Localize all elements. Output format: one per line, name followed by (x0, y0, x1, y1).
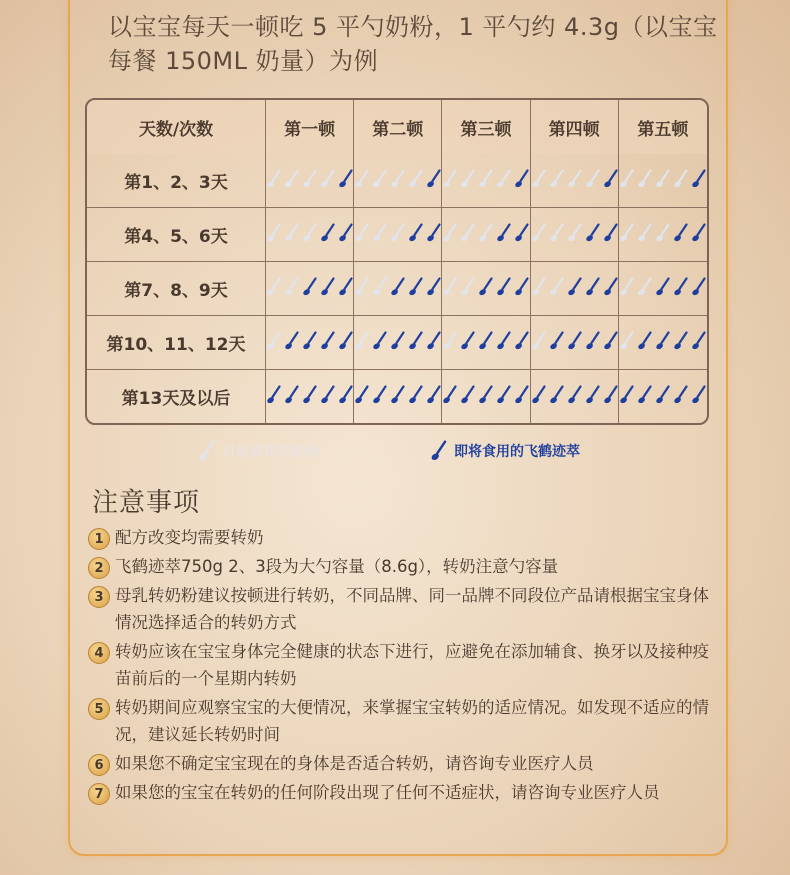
spoon-icon-old-formula (673, 169, 689, 189)
spoon-icon-old-formula (302, 169, 318, 189)
spoon-icon-new-formula (585, 277, 601, 297)
note-item (88, 752, 718, 777)
note-text: 配方改变均需要转奶 (115, 528, 264, 547)
spoon-icon-old-formula (531, 169, 547, 189)
intro-text: 以宝宝每天一顿吃 5 平勺奶粉，1 平勺约 4.3g（以宝宝每餐 150ML 奶量）为例 (108, 13, 718, 75)
note-number-badge: 5 (88, 698, 110, 720)
spoon-icon-new-formula (514, 331, 530, 351)
spoon-icon-new-formula (619, 385, 635, 405)
row-day-label: 第4、5、6天 (87, 208, 266, 262)
spoon-icon-new-formula (390, 331, 406, 351)
header-meal-3: 第三顿 (442, 100, 530, 154)
scoop-group (619, 169, 707, 189)
spoon-icon-old-formula (585, 169, 601, 189)
note-text: 飞鹤迹萃750g 2、3段为大勺容量（8.6g），转奶注意勺容量 (115, 557, 559, 576)
scoop-group (354, 277, 442, 297)
spoon-icon-new-formula (460, 385, 476, 405)
spoon-icon-new-formula (655, 331, 671, 351)
spoon-icon-old-formula (567, 169, 583, 189)
header-meal-4: 第四顿 (531, 100, 619, 154)
spoon-icon-old-formula (354, 223, 370, 243)
spoon-icon-new-formula (354, 385, 370, 405)
spoon-icon-new-formula (673, 331, 689, 351)
spoon-icon-old-formula (655, 223, 671, 243)
meal-scoop-cell (442, 208, 530, 262)
scoop-group (266, 331, 354, 351)
row-day-label: 第13天及以后 (87, 370, 266, 423)
spoon-icon-new-formula (302, 277, 318, 297)
note-number-badge: 2 (88, 557, 110, 579)
notes-list (88, 526, 718, 810)
spoon-icon-new-formula (266, 385, 282, 405)
spoon-icon-new-formula (549, 385, 565, 405)
scoop-group (266, 223, 354, 243)
spoon-icon-new-formula (320, 277, 336, 297)
spoon-icon-new-formula (567, 331, 583, 351)
spoon-icon-old-formula (372, 169, 388, 189)
table-row (87, 208, 707, 262)
note-text: 如果您不确定宝宝现在的身体是否适合转奶，请咨询专业医疗人员 (115, 754, 594, 773)
spoon-icon-old-formula (619, 169, 635, 189)
meal-scoop-cell (531, 370, 619, 423)
spoon-icon-old-formula (549, 277, 565, 297)
spoon-icon-old-formula (637, 277, 653, 297)
meal-scoop-cell (442, 316, 530, 370)
spoon-icon-old-formula (531, 331, 547, 351)
scoop-group (266, 385, 354, 405)
meal-scoop-cell (619, 316, 707, 370)
scoop-group (531, 223, 619, 243)
scoop-group (442, 169, 530, 189)
spoon-icon-old-formula (266, 169, 282, 189)
spoon-icon-new-formula (691, 331, 707, 351)
spoon-icon-new-formula (673, 223, 689, 243)
scoop-group (619, 331, 707, 351)
note-number-badge: 4 (88, 642, 110, 664)
spoon-icon-old-formula (442, 277, 458, 297)
spoon-icon-new-formula (514, 169, 530, 189)
spoon-icon-new-formula (603, 385, 619, 405)
spoon-icon-new-formula (460, 331, 476, 351)
spoon-icon-new-formula (585, 331, 601, 351)
spoon-icon-new-formula (496, 385, 512, 405)
spoon-icon-new-formula (390, 385, 406, 405)
note-number-badge: 3 (88, 586, 110, 608)
spoon-icon-new-formula (691, 385, 707, 405)
scoop-group (531, 277, 619, 297)
spoon-icon-new-formula (426, 277, 442, 297)
legend-old-label: 目前食用的奶粉 (222, 444, 320, 460)
spoon-icon-new-formula (372, 385, 388, 405)
spoon-icon-old-formula (460, 223, 476, 243)
note-item (88, 640, 718, 692)
spoon-icon-old-formula (442, 223, 458, 243)
spoon-icon-new-formula (567, 277, 583, 297)
table-row (87, 370, 707, 423)
spoon-icon-new-formula (320, 223, 336, 243)
meal-scoop-cell (354, 208, 442, 262)
note-item (88, 584, 718, 636)
spoon-icon-new-formula (408, 277, 424, 297)
scoop-group (354, 169, 442, 189)
scoop-group (354, 331, 442, 351)
spoon-icon-new-formula (320, 331, 336, 351)
spoon-icon-new-formula (390, 277, 406, 297)
spoon-icon-old-formula (284, 277, 300, 297)
note-item (88, 696, 718, 748)
spoon-icon-new-formula (478, 331, 494, 351)
spoon-icon-old-formula (549, 223, 565, 243)
meal-scoop-cell (266, 262, 354, 316)
note-text: 转奶应该在宝宝身体完全健康的状态下进行，应避免在添加辅食、换牙以及接种疫苗前后的一个星期内转奶 (115, 642, 709, 688)
spoon-icon-old-formula (408, 169, 424, 189)
spoon-icon-old-formula (372, 223, 388, 243)
spoon-icon-new-formula (338, 223, 354, 243)
meal-scoop-cell (531, 208, 619, 262)
spoon-icon-old-formula (460, 277, 476, 297)
spoon-icon-old-formula (198, 440, 216, 462)
scoop-group (442, 385, 530, 405)
spoon-icon-old-formula (320, 169, 336, 189)
spoon-icon-new-formula (514, 385, 530, 405)
spoon-icon-new-formula (442, 385, 458, 405)
spoon-icon-new-formula (302, 385, 318, 405)
spoon-icon-new-formula (673, 385, 689, 405)
meal-scoop-cell (619, 370, 707, 423)
note-number-badge: 6 (88, 754, 110, 776)
spoon-icon-new-formula (338, 169, 354, 189)
spoon-icon-new-formula (655, 277, 671, 297)
spoon-icon-new-formula (514, 223, 530, 243)
note-text: 母乳转奶粉建议按顿进行转奶，不同品牌、同一品牌不同段位产品请根据宝宝身体情况选择适合的转奶方式 (115, 586, 709, 632)
meal-scoop-cell (619, 154, 707, 208)
meal-scoop-cell (531, 154, 619, 208)
meal-scoop-cell (354, 370, 442, 423)
header-days-meals: 天数/次数 (87, 100, 266, 154)
spoon-icon-new-formula (430, 440, 448, 462)
header-meal-2: 第二顿 (354, 100, 442, 154)
spoon-icon-old-formula (284, 223, 300, 243)
spoon-icon-old-formula (390, 223, 406, 243)
meal-scoop-cell (531, 262, 619, 316)
spoon-icon-new-formula (408, 385, 424, 405)
spoon-icon-old-formula (442, 169, 458, 189)
meal-scoop-cell (354, 154, 442, 208)
spoon-icon-new-formula (478, 385, 494, 405)
spoon-icon-old-formula (531, 277, 547, 297)
row-day-label: 第1、2、3天 (87, 154, 266, 208)
header-meal-5: 第五顿 (619, 100, 707, 154)
scoop-group (619, 223, 707, 243)
meal-scoop-cell (531, 316, 619, 370)
spoon-icon-old-formula (637, 223, 653, 243)
spoon-icon-new-formula (585, 223, 601, 243)
notes-title: 注意事项 (92, 488, 201, 518)
meal-scoop-cell (442, 154, 530, 208)
spoon-icon-old-formula (619, 331, 635, 351)
meal-scoop-cell (354, 316, 442, 370)
spoon-icon-new-formula (408, 223, 424, 243)
spoon-icon-new-formula (478, 277, 494, 297)
scoop-group (266, 169, 354, 189)
spoon-icon-new-formula (496, 331, 512, 351)
meal-scoop-cell (266, 208, 354, 262)
meal-scoop-cell (442, 262, 530, 316)
scoop-group (442, 331, 530, 351)
spoon-icon-new-formula (338, 331, 354, 351)
legend-new-label: 即将食用的飞鹤迹萃 (454, 444, 580, 460)
note-item (88, 555, 718, 580)
spoon-icon-old-formula (460, 169, 476, 189)
spoon-icon-old-formula (637, 169, 653, 189)
spoon-icon-old-formula (302, 223, 318, 243)
header-meal-1: 第一顿 (266, 100, 354, 154)
scoop-group (442, 223, 530, 243)
spoon-icon-old-formula (266, 277, 282, 297)
spoon-icon-new-formula (284, 331, 300, 351)
spoon-icon-old-formula (655, 169, 671, 189)
note-text: 如果您的宝宝在转奶的任何阶段出现了任何不适症状，请咨询专业医疗人员 (115, 783, 660, 802)
meal-scoop-cell (266, 316, 354, 370)
spoon-icon-new-formula (320, 385, 336, 405)
scoop-group (619, 277, 707, 297)
spoon-icon-old-formula (531, 223, 547, 243)
table-row (87, 154, 707, 208)
spoon-icon-new-formula (655, 385, 671, 405)
spoon-icon-old-formula (266, 223, 282, 243)
meal-scoop-cell (619, 208, 707, 262)
spoon-icon-new-formula (637, 331, 653, 351)
spoon-icon-new-formula (302, 331, 318, 351)
scoop-group (531, 385, 619, 405)
spoon-icon-old-formula (442, 331, 458, 351)
spoon-icon-new-formula (338, 385, 354, 405)
spoon-icon-new-formula (691, 277, 707, 297)
spoon-icon-old-formula (619, 277, 635, 297)
table-row (87, 262, 707, 316)
spoon-icon-new-formula (637, 385, 653, 405)
spoon-icon-new-formula (673, 277, 689, 297)
row-day-label: 第10、11、12天 (87, 316, 266, 370)
spoon-icon-old-formula (478, 223, 494, 243)
note-number-badge: 1 (88, 528, 110, 550)
spoon-icon-new-formula (426, 169, 442, 189)
spoon-icon-new-formula (514, 277, 530, 297)
spoon-icon-new-formula (691, 169, 707, 189)
spoon-icon-new-formula (426, 223, 442, 243)
spoon-icon-old-formula (266, 331, 282, 351)
scoop-group (619, 385, 707, 405)
scoop-group (354, 385, 442, 405)
scoop-group (442, 277, 530, 297)
meal-scoop-cell (619, 262, 707, 316)
note-item (88, 781, 718, 806)
spoon-icon-old-formula (354, 277, 370, 297)
spoon-icon-old-formula (549, 169, 565, 189)
spoon-icon-new-formula (603, 169, 619, 189)
spoon-icon-new-formula (426, 385, 442, 405)
scoop-group (354, 223, 442, 243)
spoon-icon-old-formula (619, 223, 635, 243)
spoon-icon-new-formula (408, 331, 424, 351)
note-item (88, 526, 718, 551)
spoon-icon-old-formula (390, 169, 406, 189)
note-number-badge: 7 (88, 783, 110, 805)
spoon-icon-old-formula (496, 169, 512, 189)
spoon-icon-old-formula (372, 277, 388, 297)
scoop-group (531, 331, 619, 351)
spoon-icon-new-formula (372, 331, 388, 351)
spoon-icon-old-formula (567, 223, 583, 243)
table-header-row (87, 100, 707, 154)
spoon-icon-new-formula (496, 277, 512, 297)
meal-scoop-cell (266, 154, 354, 208)
spoon-icon-new-formula (603, 331, 619, 351)
spoon-icon-new-formula (549, 331, 565, 351)
spoon-icon-new-formula (691, 223, 707, 243)
spoon-icon-new-formula (338, 277, 354, 297)
meal-scoop-cell (442, 370, 530, 423)
meal-scoop-cell (354, 262, 442, 316)
spoon-icon-old-formula (478, 169, 494, 189)
legend-old-formula (198, 440, 320, 462)
spoon-icon-new-formula (496, 223, 512, 243)
spoon-icon-old-formula (284, 169, 300, 189)
legend-new-formula (430, 440, 580, 462)
scoop-group (531, 169, 619, 189)
spoon-icon-new-formula (603, 277, 619, 297)
spoon-icon-new-formula (585, 385, 601, 405)
note-text: 转奶期间应观察宝宝的大便情况，来掌握宝宝转奶的适应情况。如发现不适应的情况，建议延长转奶时间 (115, 698, 709, 744)
spoon-icon-new-formula (284, 385, 300, 405)
table-row (87, 316, 707, 370)
scoop-group (266, 277, 354, 297)
spoon-icon-new-formula (603, 223, 619, 243)
spoon-icon-new-formula (426, 331, 442, 351)
transition-schedule-table (85, 98, 709, 425)
row-day-label: 第7、8、9天 (87, 262, 266, 316)
spoon-icon-new-formula (531, 385, 547, 405)
spoon-icon-new-formula (567, 385, 583, 405)
meal-scoop-cell (266, 370, 354, 423)
spoon-icon-old-formula (354, 331, 370, 351)
spoon-icon-old-formula (354, 169, 370, 189)
